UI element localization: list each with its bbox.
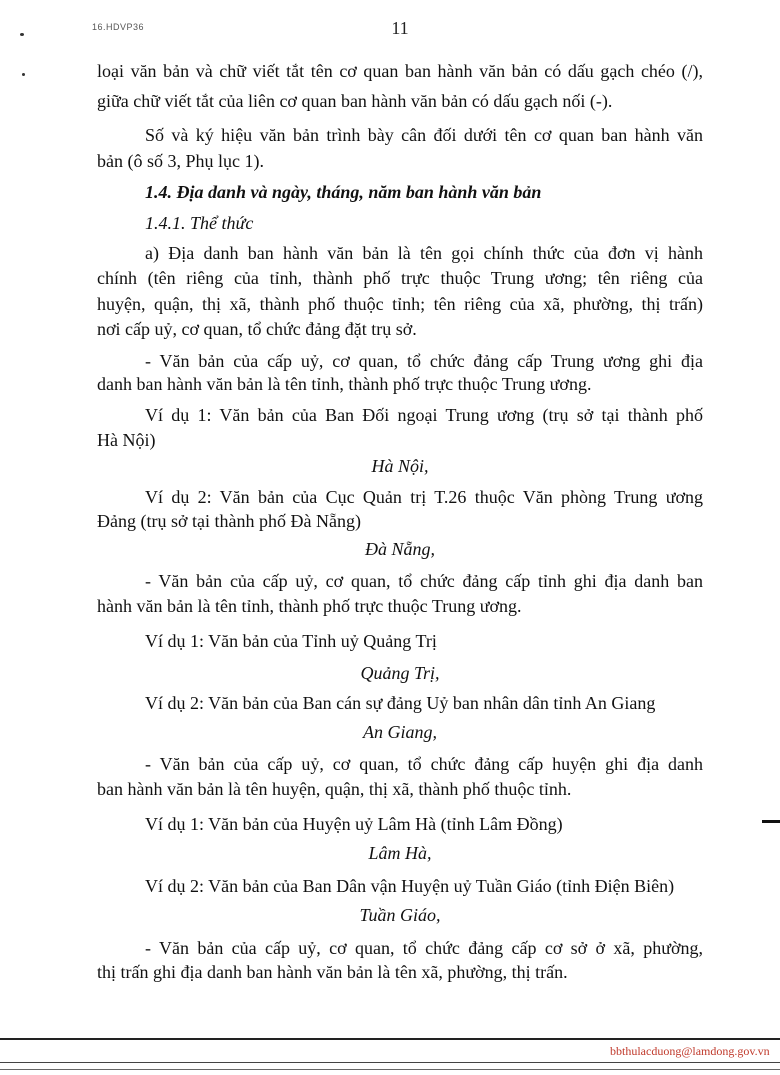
body-line: Đảng (trụ sở tại thành phố Đà Nẵng) xyxy=(97,511,361,531)
footer-rule xyxy=(0,1038,780,1040)
body-line: - Văn bản của cấp uỷ, cơ quan, tổ chức đảng cấp huyện ghi địa danh xyxy=(145,754,703,774)
body-line: ban hành văn bản là tên huyện, quận, thị xã, thành phố thuộc tỉnh. xyxy=(97,779,572,799)
body-line: - Văn bản của cấp uỷ, cơ quan, tổ chức đảng cấp cơ sở ở xã, phường, xyxy=(145,938,703,958)
example-place-name: An Giang, xyxy=(363,722,437,742)
body-line: - Văn bản của cấp uỷ, cơ quan, tổ chức đảng cấp Trung ương ghi địa xyxy=(145,351,703,371)
footer-rule xyxy=(0,1062,780,1063)
footer-email-watermark: bbthulacduong@lamdong.gov.vn xyxy=(610,1044,770,1058)
subsection-heading: 1.4.1. Thể thức xyxy=(145,213,254,233)
section-heading: 1.4. Địa danh và ngày, tháng, năm ban hành văn bản xyxy=(145,182,542,202)
body-line: huyện, quận, thị xã, thành phố thuộc tỉnh; tên riêng của xã, phường, thị trấn) xyxy=(97,294,703,314)
body-line: - Văn bản của cấp uỷ, cơ quan, tổ chức đảng cấp tỉnh ghi địa danh ban xyxy=(145,571,703,591)
example-place-name: Hà Nội, xyxy=(371,456,429,476)
body-line: Ví dụ 1: Văn bản của Tỉnh uỷ Quảng Trị xyxy=(145,631,437,651)
scan-speck xyxy=(20,33,24,36)
header-document-code: 16.HDVP36 xyxy=(92,22,145,32)
body-line: danh ban hành văn bản là tên tỉnh, thành phố trực thuộc Trung ương. xyxy=(97,374,592,394)
body-line: Ví dụ 2: Văn bản của Ban cán sự đảng Uỷ ban nhân dân tỉnh An Giang xyxy=(145,693,656,713)
body-line: Số và ký hiệu văn bản trình bày cân đối dưới tên cơ quan ban hành văn xyxy=(145,125,703,145)
body-line: loại văn bản và chữ viết tắt tên cơ quan ban hành văn bản có dấu gạch chéo (/), xyxy=(97,61,703,81)
body-line: Ví dụ 1: Văn bản của Huyện uỷ Lâm Hà (tỉnh Lâm Đồng) xyxy=(145,814,563,834)
body-line: Ví dụ 2: Văn bản của Cục Quản trị T.26 thuộc Văn phòng Trung ương xyxy=(145,487,703,507)
example-place-name: Đà Nẵng, xyxy=(364,539,435,559)
body-line: bản (ô số 3, Phụ lục 1). xyxy=(97,151,264,171)
body-line: Ví dụ 2: Văn bản của Ban Dân vận Huyện uỷ Tuần Giáo (tỉnh Điện Biên) xyxy=(145,876,675,896)
body-line: hành văn bản là tên tỉnh, thành phố trực thuộc Trung ương. xyxy=(97,596,522,616)
scan-speck xyxy=(22,73,25,76)
body-line: thị trấn ghi địa danh ban hành văn bản là tên xã, phường, thị trấn. xyxy=(97,962,568,982)
body-line: giữa chữ viết tắt của liên cơ quan ban hành văn bản có dấu gạch nối (-). xyxy=(97,91,613,111)
body-line: a) Địa danh ban hành văn bản là tên gọi chính thức của đơn vị hành xyxy=(145,243,703,263)
body-line: chính (tên riêng của tỉnh, thành phố trực thuộc Trung ương; tên riêng của xyxy=(97,268,703,288)
example-place-name: Lâm Hà, xyxy=(368,843,432,863)
footer-rule xyxy=(0,1069,780,1070)
body-line: Ví dụ 1: Văn bản của Ban Đối ngoại Trung ương (trụ sở tại thành phố xyxy=(145,405,703,425)
body-line: nơi cấp uỷ, cơ quan, tổ chức đảng đặt trụ sở. xyxy=(97,319,417,339)
example-place-name: Tuần Giáo, xyxy=(359,905,441,925)
page-number: 11 xyxy=(391,18,409,38)
body-line: Hà Nội) xyxy=(97,430,156,450)
page-edge-tick xyxy=(762,820,780,823)
example-place-name: Quảng Trị, xyxy=(360,663,440,683)
